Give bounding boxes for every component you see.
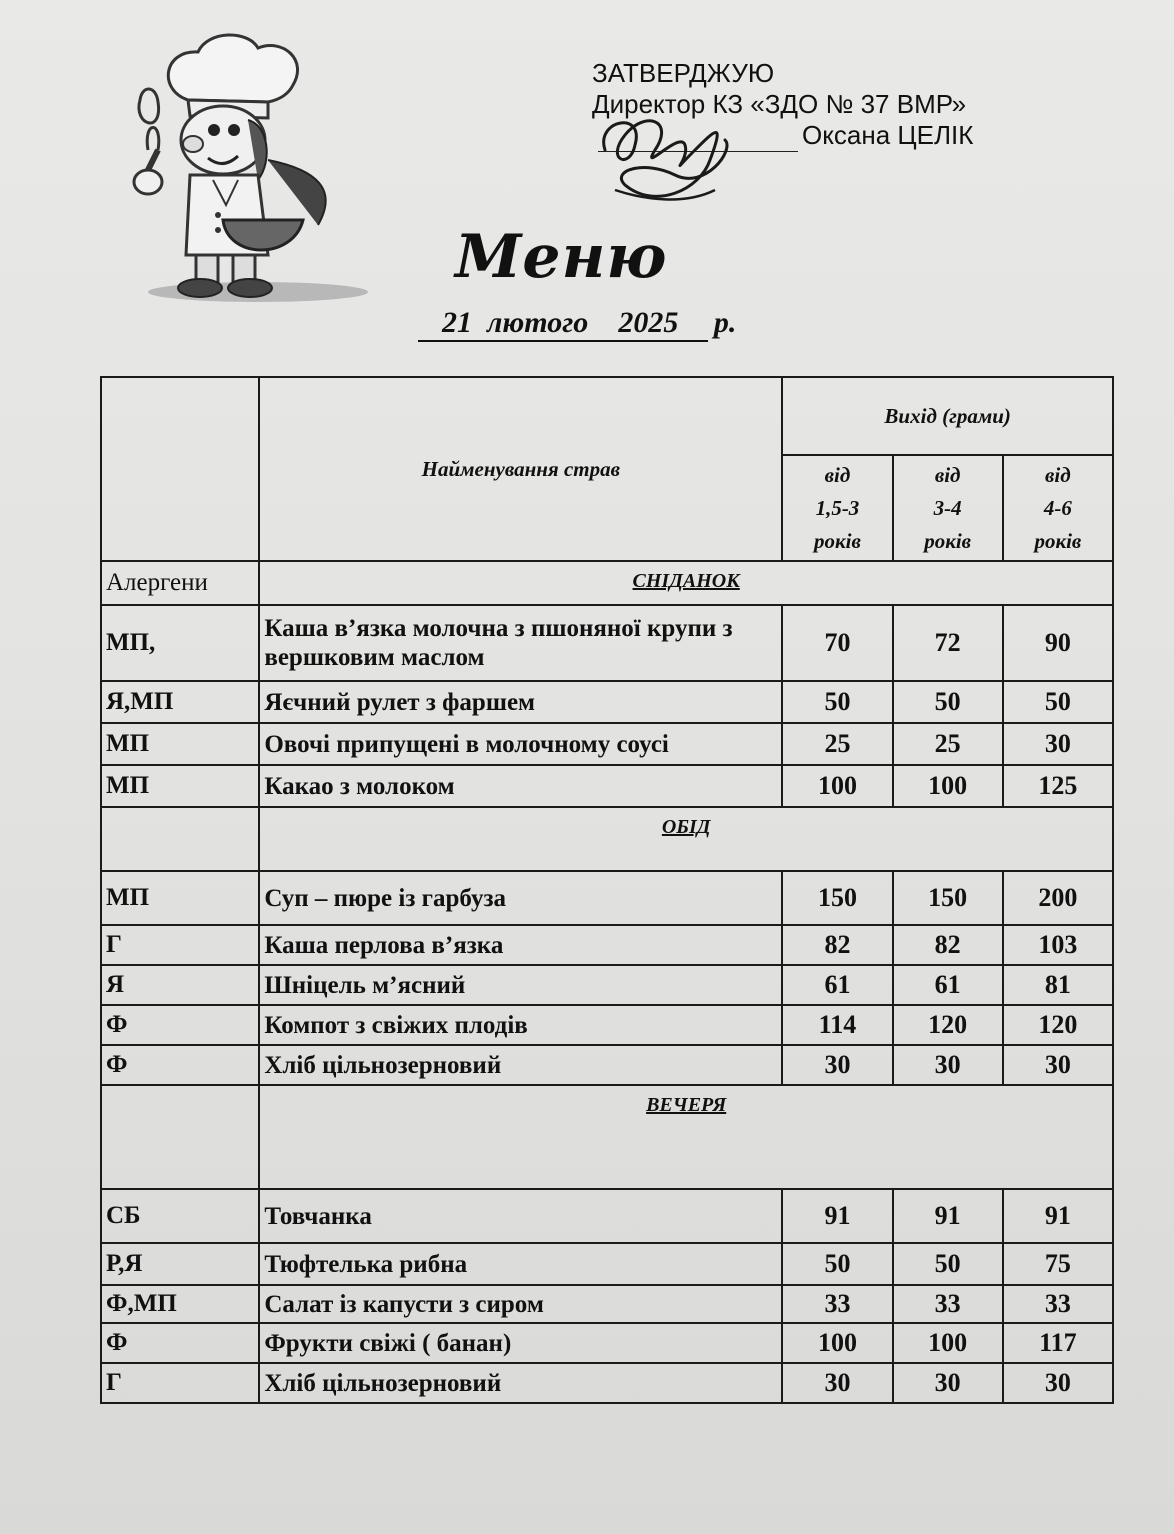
table-row [101, 1285, 1113, 1323]
allergen-cell: СБ [101, 1189, 259, 1243]
section-blank-cell [101, 1085, 259, 1189]
table-row [101, 1363, 1113, 1403]
output-1-5-3-cell: 33 [782, 1285, 892, 1323]
output-1-5-3-cell: 150 [782, 871, 892, 925]
allergen-cell: Ф,МП [101, 1285, 259, 1323]
dish-name-cell: Какао з молоком [259, 765, 782, 807]
section-blank-cell [101, 807, 259, 871]
output-1-5-3-cell: 70 [782, 605, 892, 681]
date-month: лютого [487, 306, 589, 339]
allergen-cell: Я,МП [101, 681, 259, 723]
output-1-5-3-cell: 25 [782, 723, 892, 765]
output-1-5-3-cell: 61 [782, 965, 892, 1005]
table-row [101, 1005, 1113, 1045]
dish-name-cell: Товчанка [259, 1189, 782, 1243]
approval-signer: Оксана ЦЕЛІК [802, 120, 974, 150]
output-1-5-3-cell: 100 [782, 765, 892, 807]
output-1-5-3-cell: 30 [782, 1045, 892, 1085]
allergen-cell: Я [101, 965, 259, 1005]
table-row [101, 1323, 1113, 1363]
output-4-6-cell: 117 [1003, 1323, 1113, 1363]
output-3-4-cell: 91 [893, 1189, 1003, 1243]
output-1-5-3-cell: 82 [782, 925, 892, 965]
output-3-4-cell: 50 [893, 1243, 1003, 1285]
allergen-cell: Г [101, 925, 259, 965]
dish-name-cell: Хліб цільнозерновий [259, 1363, 782, 1403]
dish-name-cell: Каша в’язка молочна з пшоняної крупи з вершковим маслом [259, 605, 782, 681]
output-3-4-cell: 30 [893, 1363, 1003, 1403]
signature-scribble [585, 90, 745, 215]
output-1-5-3-cell: 30 [782, 1363, 892, 1403]
allergen-cell: МП [101, 871, 259, 925]
header-dish-name: Найменування страв [259, 377, 782, 561]
output-4-6-cell: 33 [1003, 1285, 1113, 1323]
dish-name-cell: Яєчний рулет з фаршем [259, 681, 782, 723]
output-1-5-3-cell: 91 [782, 1189, 892, 1243]
output-3-4-cell: 25 [893, 723, 1003, 765]
output-4-6-cell: 75 [1003, 1243, 1113, 1285]
table-row [101, 1189, 1113, 1243]
output-4-6-cell: 91 [1003, 1189, 1113, 1243]
output-3-4-cell: 150 [893, 871, 1003, 925]
section-breakfast: СНІДАНОК [259, 561, 1113, 605]
allergen-cell: Г [101, 1363, 259, 1403]
header-age-3: від 4-6 років [1003, 455, 1113, 561]
header-allergens: Алергени [101, 561, 259, 605]
allergen-cell: МП, [101, 605, 259, 681]
table-row [101, 965, 1113, 1005]
chef-illustration [118, 30, 368, 310]
output-1-5-3-cell: 114 [782, 1005, 892, 1045]
section-row [101, 807, 1113, 871]
output-3-4-cell: 100 [893, 1323, 1003, 1363]
page-title: Меню [455, 222, 668, 292]
output-3-4-cell: 61 [893, 965, 1003, 1005]
output-3-4-cell: 33 [893, 1285, 1003, 1323]
table-row [101, 1045, 1113, 1085]
dish-name-cell: Овочі припущені в молочному соусі [259, 723, 782, 765]
output-4-6-cell: 120 [1003, 1005, 1113, 1045]
dish-name-cell: Каша перлова в’язка [259, 925, 782, 965]
output-3-4-cell: 30 [893, 1045, 1003, 1085]
dish-name-cell: Компот з свіжих плодів [259, 1005, 782, 1045]
header-output: Вихід (грами) [782, 377, 1113, 455]
output-4-6-cell: 50 [1003, 681, 1113, 723]
output-3-4-cell: 100 [893, 765, 1003, 807]
table-row [101, 681, 1113, 723]
dish-name-cell: Хліб цільнозерновий [259, 1045, 782, 1085]
dish-name-cell: Салат із капусти з сиром [259, 1285, 782, 1323]
approval-position: Директор КЗ «ЗДО № 37 ВМР» [592, 89, 967, 119]
header-age-1: від 1,5-3 років [782, 455, 892, 561]
menu-date [418, 306, 737, 342]
output-4-6-cell: 90 [1003, 605, 1113, 681]
output-3-4-cell: 82 [893, 925, 1003, 965]
output-4-6-cell: 81 [1003, 965, 1113, 1005]
table-row [101, 723, 1113, 765]
output-1-5-3-cell: 100 [782, 1323, 892, 1363]
allergen-cell: Ф [101, 1323, 259, 1363]
output-4-6-cell: 200 [1003, 871, 1113, 925]
dish-name-cell: Суп – пюре із гарбуза [259, 871, 782, 925]
table-row [101, 1243, 1113, 1285]
section-row [101, 1085, 1113, 1189]
header-age-2: від 3-4 років [893, 455, 1003, 561]
header-blank-cell [101, 377, 259, 561]
dish-name-cell: Тюфтелька рибна [259, 1243, 782, 1285]
date-day: 21 [442, 306, 472, 339]
menu-table [100, 376, 1114, 1404]
output-4-6-cell: 125 [1003, 765, 1113, 807]
allergen-cell: МП [101, 723, 259, 765]
allergen-cell: Ф [101, 1005, 259, 1045]
output-4-6-cell: 30 [1003, 723, 1113, 765]
output-3-4-cell: 120 [893, 1005, 1003, 1045]
dish-name-cell: Шніцель м’ясний [259, 965, 782, 1005]
allergen-cell: Ф [101, 1045, 259, 1085]
section-dinner: ВЕЧЕРЯ [259, 1085, 1113, 1189]
table-row [101, 925, 1113, 965]
table-row [101, 871, 1113, 925]
approval-title: ЗАТВЕРДЖУЮ [592, 58, 775, 88]
date-year: 2025 [618, 306, 679, 339]
output-3-4-cell: 72 [893, 605, 1003, 681]
output-1-5-3-cell: 50 [782, 1243, 892, 1285]
table-row [101, 765, 1113, 807]
date-suffix: р. [713, 306, 737, 339]
output-1-5-3-cell: 50 [782, 681, 892, 723]
dish-name-cell: Фрукти свіжі ( банан) [259, 1323, 782, 1363]
table-row [101, 605, 1113, 681]
allergen-cell: Р,Я [101, 1243, 259, 1285]
section-lunch: ОБІД [259, 807, 1113, 871]
output-4-6-cell: 30 [1003, 1363, 1113, 1403]
output-3-4-cell: 50 [893, 681, 1003, 723]
output-4-6-cell: 30 [1003, 1045, 1113, 1085]
output-4-6-cell: 103 [1003, 925, 1113, 965]
allergen-cell: МП [101, 765, 259, 807]
